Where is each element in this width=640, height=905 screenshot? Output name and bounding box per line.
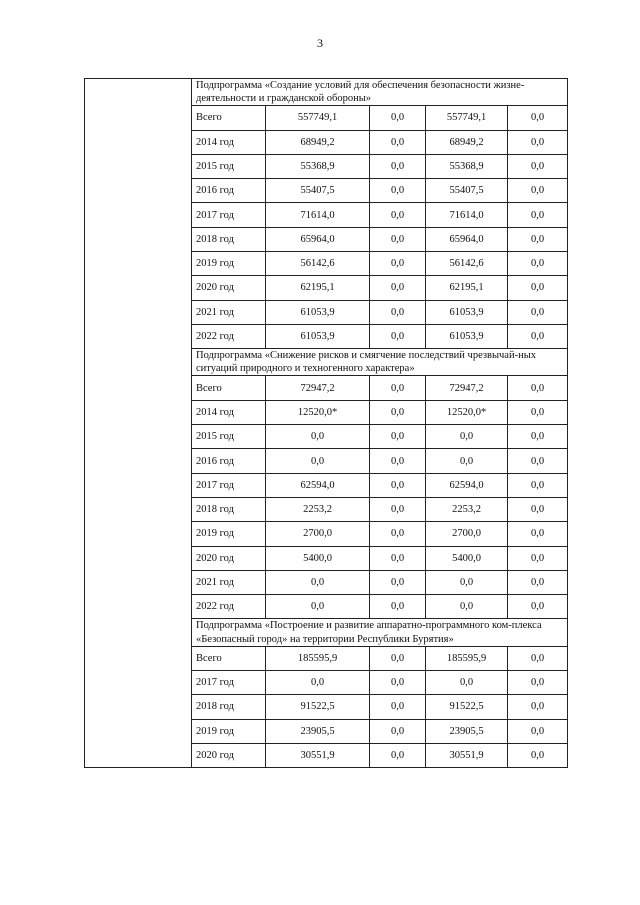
value-cell: 68949,2: [266, 130, 370, 154]
value-cell: 0,0: [508, 695, 568, 719]
value-cell: 65964,0: [426, 227, 508, 251]
value-cell: 30551,9: [426, 743, 508, 767]
value-cell: 91522,5: [426, 695, 508, 719]
row-label: 2015 год: [192, 425, 266, 449]
value-cell: 71614,0: [266, 203, 370, 227]
value-cell: 185595,9: [266, 646, 370, 670]
value-cell: 0,0: [508, 646, 568, 670]
row-label: Всего: [192, 376, 266, 400]
row-label: 2020 год: [192, 743, 266, 767]
row-label: 2019 год: [192, 252, 266, 276]
value-cell: 0,0: [508, 425, 568, 449]
value-cell: 185595,9: [426, 646, 508, 670]
row-label: 2018 год: [192, 227, 266, 251]
value-cell: 0,0: [426, 570, 508, 594]
budget-table: [84, 78, 568, 768]
row-label: 2018 год: [192, 497, 266, 521]
value-cell: 0,0: [370, 670, 426, 694]
value-cell: 71614,0: [426, 203, 508, 227]
value-cell: 56142,6: [266, 252, 370, 276]
value-cell: 0,0: [370, 546, 426, 570]
row-label: 2019 год: [192, 719, 266, 743]
row-label: 2020 год: [192, 276, 266, 300]
value-cell: 0,0: [508, 203, 568, 227]
value-cell: 55368,9: [266, 154, 370, 178]
value-cell: 557749,1: [426, 106, 508, 130]
value-cell: 0,0: [266, 670, 370, 694]
row-label: 2014 год: [192, 130, 266, 154]
value-cell: 0,0: [508, 376, 568, 400]
value-cell: 56142,6: [426, 252, 508, 276]
value-cell: 0,0: [266, 449, 370, 473]
row-label: 2020 год: [192, 546, 266, 570]
value-cell: 0,0: [370, 473, 426, 497]
value-cell: 0,0: [370, 276, 426, 300]
value-cell: 91522,5: [266, 695, 370, 719]
value-cell: 68949,2: [426, 130, 508, 154]
value-cell: 2253,2: [266, 497, 370, 521]
value-cell: 0,0: [370, 695, 426, 719]
left-blank-column: [85, 79, 192, 768]
value-cell: 0,0: [370, 252, 426, 276]
section-title: Подпрограмма «Снижение рисков и смягчение последствий чрезвычай-ных ситуаций природного и техногенного характера»: [192, 349, 568, 376]
value-cell: 62195,1: [266, 276, 370, 300]
value-cell: 62195,1: [426, 276, 508, 300]
value-cell: 0,0: [370, 570, 426, 594]
value-cell: 0,0: [266, 425, 370, 449]
value-cell: 2700,0: [426, 522, 508, 546]
value-cell: 0,0: [370, 300, 426, 324]
value-cell: 0,0: [508, 743, 568, 767]
value-cell: 0,0: [426, 449, 508, 473]
value-cell: 0,0: [508, 400, 568, 424]
value-cell: 0,0: [508, 227, 568, 251]
value-cell: 5400,0: [426, 546, 508, 570]
value-cell: 0,0: [508, 324, 568, 348]
value-cell: 0,0: [508, 106, 568, 130]
value-cell: 61053,9: [426, 324, 508, 348]
value-cell: 0,0: [508, 522, 568, 546]
value-cell: 55368,9: [426, 154, 508, 178]
row-label: Всего: [192, 106, 266, 130]
value-cell: 0,0: [370, 595, 426, 619]
value-cell: 5400,0: [266, 546, 370, 570]
value-cell: 0,0: [370, 154, 426, 178]
value-cell: 0,0: [370, 743, 426, 767]
value-cell: 12520,0*: [266, 400, 370, 424]
value-cell: 0,0: [370, 203, 426, 227]
row-label: 2017 год: [192, 473, 266, 497]
section-title: Подпрограмма «Создание условий для обеспечения безопасности жизне-деятельности и гражданской обороны»: [192, 79, 568, 106]
value-cell: 2253,2: [426, 497, 508, 521]
value-cell: 0,0: [370, 646, 426, 670]
value-cell: 0,0: [266, 570, 370, 594]
value-cell: 62594,0: [426, 473, 508, 497]
value-cell: 0,0: [508, 497, 568, 521]
section-title: Подпрограмма «Построение и развитие аппаратно-программного ком-плекса «Безопасный город» на территории Республики Бурятия»: [192, 619, 568, 646]
value-cell: 0,0: [426, 425, 508, 449]
value-cell: 0,0: [508, 670, 568, 694]
value-cell: 55407,5: [266, 179, 370, 203]
value-cell: 0,0: [508, 276, 568, 300]
value-cell: 0,0: [508, 473, 568, 497]
value-cell: 72947,2: [426, 376, 508, 400]
section-header-row: [85, 79, 568, 106]
value-cell: 30551,9: [266, 743, 370, 767]
row-label: 2016 год: [192, 179, 266, 203]
value-cell: 23905,5: [426, 719, 508, 743]
value-cell: 12520,0*: [426, 400, 508, 424]
value-cell: 557749,1: [266, 106, 370, 130]
budget-table-body: [85, 79, 568, 768]
value-cell: 0,0: [370, 227, 426, 251]
value-cell: 0,0: [426, 670, 508, 694]
value-cell: 0,0: [508, 252, 568, 276]
value-cell: 0,0: [426, 595, 508, 619]
row-label: 2022 год: [192, 324, 266, 348]
value-cell: 65964,0: [266, 227, 370, 251]
value-cell: 0,0: [508, 546, 568, 570]
value-cell: 0,0: [370, 376, 426, 400]
row-label: 2015 год: [192, 154, 266, 178]
value-cell: 61053,9: [266, 300, 370, 324]
value-cell: 0,0: [508, 570, 568, 594]
value-cell: 0,0: [370, 719, 426, 743]
value-cell: 0,0: [508, 154, 568, 178]
row-label: 2018 год: [192, 695, 266, 719]
value-cell: 0,0: [370, 106, 426, 130]
value-cell: 0,0: [370, 425, 426, 449]
row-label: 2016 год: [192, 449, 266, 473]
value-cell: 55407,5: [426, 179, 508, 203]
value-cell: 0,0: [508, 300, 568, 324]
value-cell: 0,0: [508, 179, 568, 203]
value-cell: 2700,0: [266, 522, 370, 546]
value-cell: 61053,9: [426, 300, 508, 324]
row-label: 2019 год: [192, 522, 266, 546]
value-cell: 23905,5: [266, 719, 370, 743]
page-number: 3: [317, 36, 323, 50]
value-cell: 0,0: [508, 719, 568, 743]
row-label: 2021 год: [192, 570, 266, 594]
value-cell: 0,0: [370, 179, 426, 203]
row-label: Всего: [192, 646, 266, 670]
value-cell: 0,0: [370, 522, 426, 546]
value-cell: 0,0: [370, 449, 426, 473]
value-cell: 0,0: [370, 324, 426, 348]
value-cell: 0,0: [370, 130, 426, 154]
value-cell: 0,0: [266, 595, 370, 619]
value-cell: 0,0: [508, 449, 568, 473]
row-label: 2017 год: [192, 203, 266, 227]
row-label: 2021 год: [192, 300, 266, 324]
value-cell: 61053,9: [266, 324, 370, 348]
value-cell: 0,0: [508, 130, 568, 154]
value-cell: 72947,2: [266, 376, 370, 400]
row-label: 2014 год: [192, 400, 266, 424]
value-cell: 0,0: [370, 497, 426, 521]
row-label: 2017 год: [192, 670, 266, 694]
value-cell: 0,0: [508, 595, 568, 619]
value-cell: 0,0: [370, 400, 426, 424]
value-cell: 62594,0: [266, 473, 370, 497]
row-label: 2022 год: [192, 595, 266, 619]
